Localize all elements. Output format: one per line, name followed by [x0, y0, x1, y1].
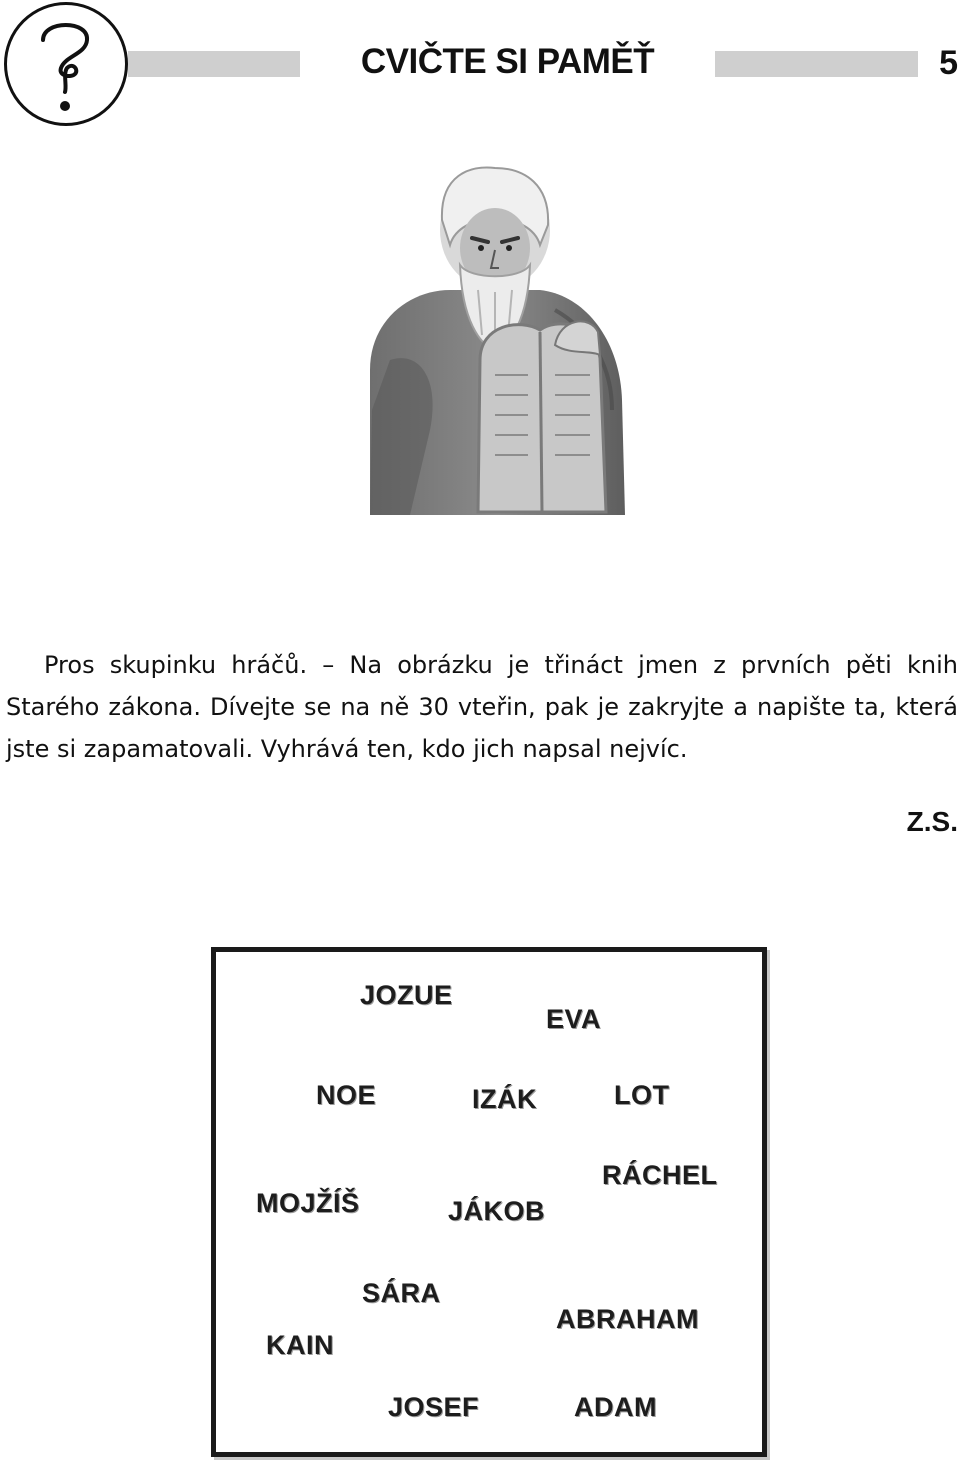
- question-mark-icon: [31, 14, 101, 114]
- name-jakob: JÁKOB: [448, 1196, 546, 1226]
- logo: [4, 2, 128, 126]
- name-kain: KAIN: [266, 1330, 334, 1360]
- page-number: 5: [939, 44, 958, 82]
- names-box: [211, 947, 767, 1457]
- moses-with-tablets-illustration: [350, 150, 640, 530]
- intro-paragraph: Pros skupinku hráčů. – Na obrázku je třináct jmen z prvních pěti knih Starého zákona. Dívejte se na ně 30 vteřin, pak je zakryjte a napište ta, která jste si zapamatovali. Vyhrává ten, kdo jich napsal nejvíc.: [6, 651, 958, 763]
- name-adam: ADAM: [574, 1392, 657, 1422]
- header-bar-right: [715, 51, 918, 77]
- name-rachel: RÁCHEL: [602, 1160, 718, 1190]
- header-bar-left: [128, 51, 300, 77]
- name-eva: EVA: [546, 1004, 602, 1034]
- name-jozue: JOZUE: [360, 980, 453, 1010]
- name-lot: LOT: [614, 1080, 670, 1110]
- name-abraham: ABRAHAM: [556, 1304, 699, 1334]
- page-title: CVIČTE SI PAMĚŤ: [360, 42, 655, 81]
- name-izak: IZÁK: [472, 1084, 537, 1114]
- name-noe: NOE: [316, 1080, 377, 1110]
- name-mojzis: MOJŽÍŠ: [256, 1188, 360, 1218]
- name-josef: JOSEF: [388, 1392, 480, 1422]
- name-sara: SÁRA: [362, 1278, 441, 1308]
- author-signature: Z.S.: [906, 806, 958, 837]
